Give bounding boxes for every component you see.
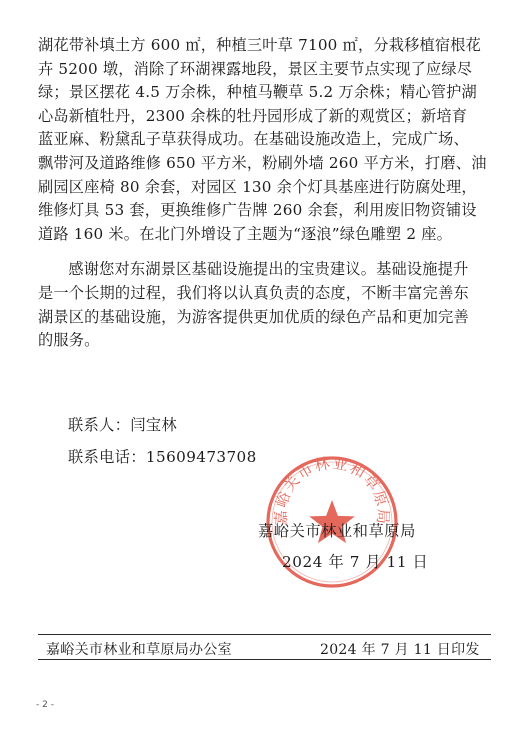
contact-phone: 联系电话：15609473708 — [68, 448, 257, 466]
signing-date: 2024 年 7 月 11 日 — [282, 553, 429, 571]
body-line: 卉 5200 墩，消除了环湖裸露地段，景区主要节点实现了应绿尽 — [38, 59, 473, 78]
body-line: 是一个长期的过程，我们将以认真负责的态度，不断丰富完善东 — [38, 283, 469, 302]
body-line: 绿；景区摆花 4.5 万余株，种植马鞭草 5.2 万余株；精心管护湖 — [38, 83, 477, 102]
body-line: 飘带河及道路维修 650 平方米，粉刷外墙 260 平方米，打磨、油 — [38, 153, 487, 172]
body-line: 感谢您对东湖景区基础设施提出的宝贵建议。基础设施提升 — [68, 260, 469, 279]
body-line: 的服务。 — [38, 331, 100, 350]
footer-bottom-rule — [38, 659, 491, 660]
body-line: 道路 160 米。在北门外增设了主题为“逐浪”绿色雕塑 2 座。 — [38, 224, 453, 243]
svg-text:嘉峪关市林业和草原局: 嘉峪关市林业和草原局 — [271, 454, 393, 526]
page-number: - 2 - — [36, 700, 54, 710]
signing-organization: 嘉峪关市林业和草原局 — [258, 522, 416, 540]
body-line: 心岛新植牡丹，2300 余株的牡丹园形成了新的观赏区；新培育 — [38, 106, 468, 125]
letter-body — [38, 34, 494, 353]
footer-issue-date: 2024 年 7 月 11 日印发 — [320, 642, 480, 658]
body-line: 蓝亚麻、粉黛乱子草获得成功。在基础设施改造上，完成广场、 — [38, 130, 469, 149]
contact-person: 联系人：闫宝林 — [68, 416, 178, 434]
footer-issuer: 嘉峪关市林业和草原局办公室 — [46, 642, 232, 658]
body-line: 刷园区座椅 80 余套，对园区 130 余个灯具基座进行防腐处理， — [38, 177, 477, 196]
body-line: 湖景区的基础设施，为游客提供更加优质的绿色产品和更加完善 — [38, 307, 469, 326]
body-line: 维修灯具 53 套，更换维修广告牌 260 余套，利用废旧物资铺设 — [38, 201, 477, 220]
footer-top-rule — [38, 634, 491, 635]
body-line: 湖花带补填土方 600 ㎡，种植三叶草 7100 ㎡，分栽移植宿根花 — [38, 36, 482, 54]
